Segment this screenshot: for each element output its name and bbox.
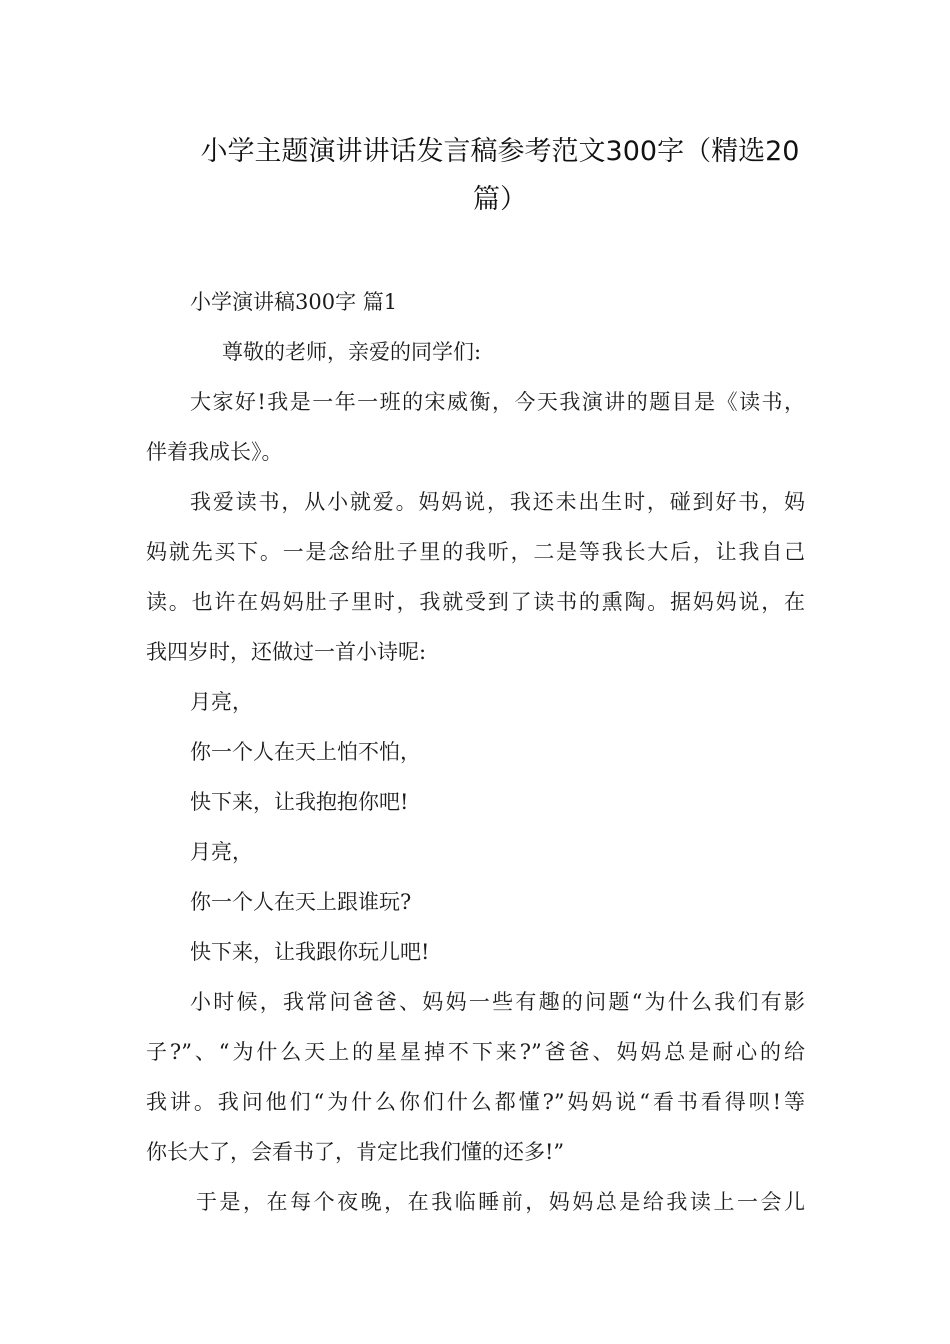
body-line: 妈就先买下。一是念给肚子里的我听，二是等我长大后，让我自己 [146,540,805,564]
poem-line: 月亮， [190,690,253,714]
poem-line: 你一个人在天上怕不怕， [190,740,421,764]
poem-line: 快下来，让我抱抱你吧! [190,790,409,814]
body-line: 小时候，我常问爸爸、妈妈一些有趣的问题“为什么我们有影 [190,990,805,1014]
document-title-line-1: 小学主题演讲讲话发言稿参考范文300字（精选20 [200,136,800,167]
poem-line: 月亮， [190,840,253,864]
body-line: 我讲。我问他们“为什么你们什么都懂?”妈妈说“看书看得呗!等 [146,1090,805,1114]
body-line: 读。也许在妈妈肚子里时，我就受到了读书的熏陶。据妈妈说，在 [146,590,805,614]
body-line: 子?”、“为什么天上的星星掉不下来?”爸爸、妈妈总是耐心的给 [146,1040,805,1064]
body-line: 于是，在每个夜晚，在我临睡前，妈妈总是给我读上一会儿 [196,1190,805,1214]
body-line: 你长大了，会看书了，肯定比我们懂的还多!” [146,1140,565,1164]
poem-line: 快下来，让我跟你玩儿吧! [190,940,430,964]
section-heading: 小学演讲稿300字 篇1 [190,290,398,314]
poem-line: 你一个人在天上跟谁玩? [190,890,412,914]
body-line: 我四岁时，还做过一首小诗呢: [146,640,427,664]
greeting-line: 尊敬的老师，亲爱的同学们: [222,340,482,364]
body-line: 大家好!我是一年一班的宋威衡，今天我演讲的题目是《读书， [190,390,805,414]
body-line: 我爱读书，从小就爱。妈妈说，我还未出生时，碰到好书，妈 [190,490,805,514]
body-line: 伴着我成长》。 [146,440,283,464]
document-title-line-2: 篇） [473,184,527,215]
